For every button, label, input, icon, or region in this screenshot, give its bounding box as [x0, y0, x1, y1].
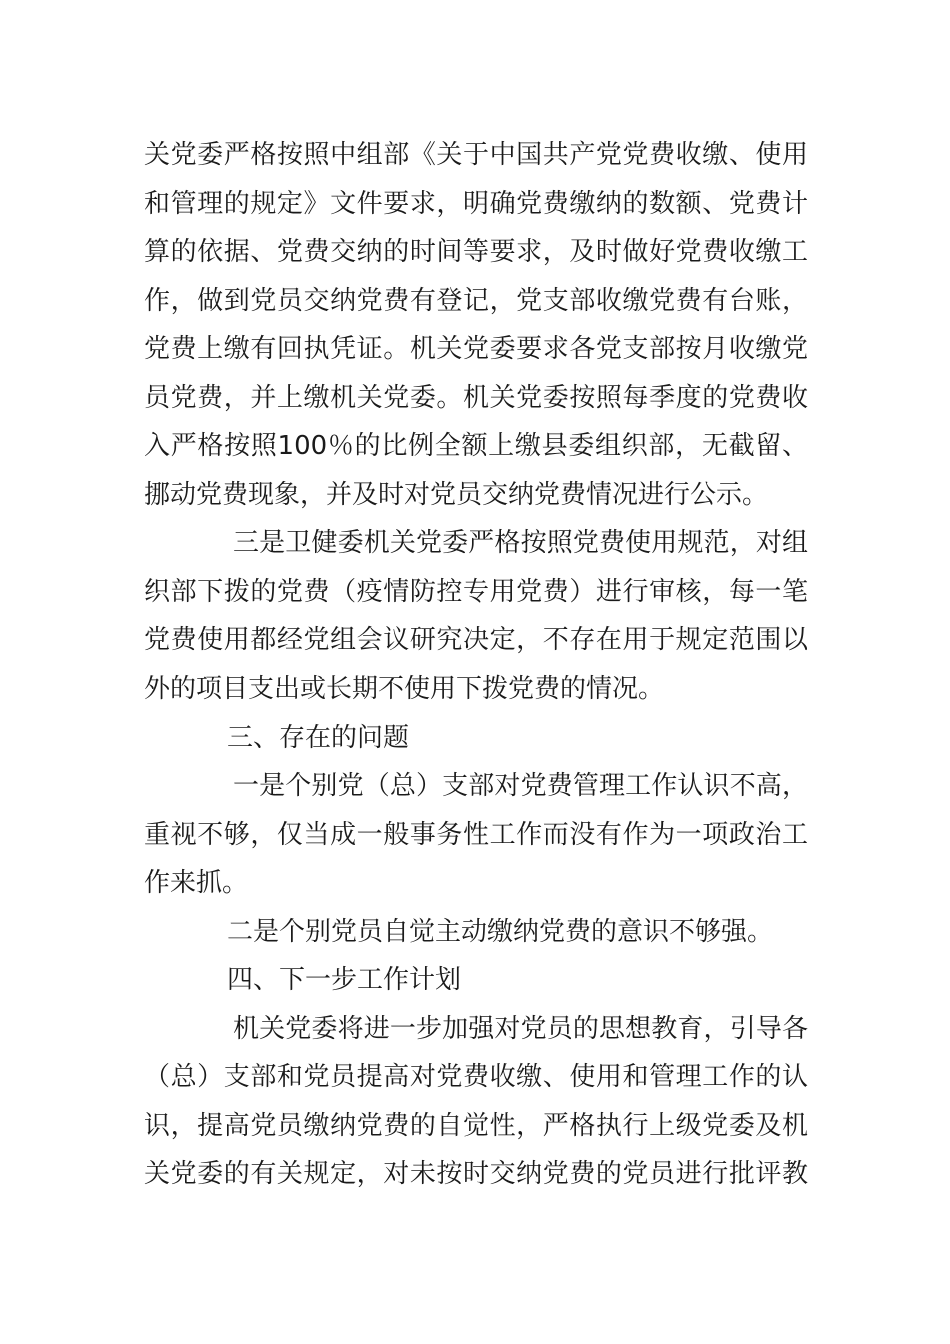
- body-line-2: 和管理的规定》文件要求，明确党费缴纳的数额、党费计: [144, 188, 808, 219]
- body-line-10: 织部下拨的党费（疫情防控专用党费）进行审核，每一笔: [144, 576, 808, 607]
- section-heading-next-steps: 四、下一步工作计划: [227, 965, 462, 996]
- body-line-16: 作来抓。: [144, 868, 249, 899]
- body-line-6: 员党费，并上缴机关党委。机关党委按照每季度的党费收: [144, 382, 808, 413]
- body-line-14: 一是个别党（总）支部对党费管理工作认识不高，: [233, 771, 808, 802]
- document-body: [144, 131, 808, 1199]
- body-line-3: 算的依据、党费交纳的时间等要求，及时做好党费收缴工: [144, 237, 808, 268]
- section-heading-problems: 三、存在的问题: [227, 722, 410, 753]
- body-line-7: 入严格按照100％的比例全额上缴县委组织部，无截留、: [144, 431, 808, 462]
- body-line-8: 挪动党费现象，并及时对党员交纳党费情况进行公示。: [144, 479, 769, 510]
- body-line-5: 党费上缴有回执凭证。机关党委要求各党支部按月收缴党: [144, 334, 808, 365]
- body-line-1: 关党委严格按照中组部《关于中国共产党党费收缴、使用: [144, 140, 808, 170]
- body-line-9: 三是卫健委机关党委严格按照党费使用规范，对组: [233, 528, 808, 559]
- body-line-12: 外的项目支出或长期不使用下拨党费的情况。: [144, 674, 665, 705]
- body-line-20: （总）支部和党员提高对党费收缴、使用和管理工作的认: [144, 1062, 808, 1093]
- body-line-4: 作，做到党员交纳党费有登记，党支部收缴党费有台账，: [144, 285, 808, 316]
- body-line-21: 识，提高党员缴纳党费的自觉性，严格执行上级党委及机: [144, 1110, 808, 1141]
- body-line-15: 重视不够，仅当成一般事务性工作而没有作为一项政治工: [144, 819, 808, 850]
- body-line-22: 关党委的有关规定，对未按时交纳党费的党员进行批评教: [144, 1159, 808, 1190]
- body-line-19: 机关党委将进一步加强对党员的思想教育，引导各: [233, 1013, 808, 1044]
- body-line-11: 党费使用都经党组会议研究决定，不存在用于规定范围以: [144, 625, 808, 656]
- body-line-17: 二是个别党员自觉主动缴纳党费的意识不够强。: [227, 916, 774, 947]
